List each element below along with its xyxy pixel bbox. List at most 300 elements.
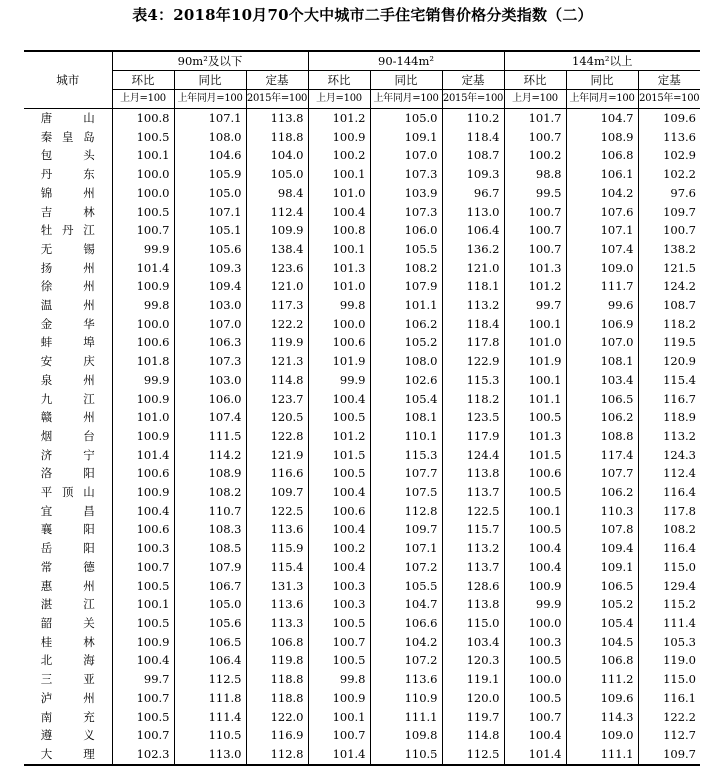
value-cell: 118.1 — [442, 277, 504, 296]
value-cell: 101.4 — [308, 745, 370, 765]
value-cell: 100.7 — [504, 240, 566, 259]
table-row — [24, 427, 700, 446]
city-name: 岳阳 — [40, 541, 95, 556]
value-cell: 115.4 — [246, 558, 308, 577]
table-row — [24, 109, 700, 128]
value-cell: 115.2 — [638, 595, 700, 614]
city-name: 北海 — [40, 653, 95, 668]
value-cell: 106.9 — [566, 315, 638, 334]
header-base: 上年同月=100 — [566, 90, 638, 109]
value-cell: 118.8 — [246, 689, 308, 708]
value-cell: 100.9 — [112, 277, 174, 296]
city-name: 遵义 — [40, 728, 95, 743]
value-cell: 105.9 — [174, 165, 246, 184]
value-cell: 124.4 — [442, 446, 504, 465]
value-cell: 103.9 — [370, 184, 442, 203]
value-cell: 106.8 — [566, 651, 638, 670]
value-cell: 108.8 — [566, 427, 638, 446]
city-cell — [24, 184, 112, 203]
table-row — [24, 446, 700, 465]
value-cell: 106.5 — [174, 633, 246, 652]
value-cell: 108.5 — [174, 539, 246, 558]
city-cell — [24, 745, 112, 765]
value-cell: 107.2 — [370, 558, 442, 577]
value-cell: 109.8 — [370, 726, 442, 745]
value-cell: 102.3 — [112, 745, 174, 765]
value-cell: 99.8 — [308, 670, 370, 689]
value-cell: 105.0 — [174, 184, 246, 203]
header-metric: 环比 — [112, 71, 174, 90]
value-cell: 116.1 — [638, 689, 700, 708]
header-city: 城市 — [24, 51, 112, 109]
value-cell: 102.2 — [638, 165, 700, 184]
value-cell: 109.4 — [566, 539, 638, 558]
value-cell: 101.3 — [504, 427, 566, 446]
value-cell: 112.4 — [246, 203, 308, 222]
header-base: 上月=100 — [112, 90, 174, 109]
value-cell: 114.2 — [174, 446, 246, 465]
value-cell: 100.5 — [308, 651, 370, 670]
value-cell: 104.7 — [566, 109, 638, 128]
value-cell: 100.1 — [308, 240, 370, 259]
value-cell: 109.7 — [370, 520, 442, 539]
value-cell: 120.0 — [442, 689, 504, 708]
value-cell: 109.7 — [638, 745, 700, 765]
city-name: 三亚 — [40, 672, 95, 687]
value-cell: 100.4 — [504, 726, 566, 745]
city-cell — [24, 315, 112, 334]
value-cell: 100.7 — [308, 726, 370, 745]
value-cell: 111.2 — [566, 670, 638, 689]
city-name: 牡丹江 — [40, 223, 95, 238]
city-name: 金华 — [40, 316, 95, 331]
value-cell: 100.1 — [308, 708, 370, 727]
value-cell: 107.4 — [174, 408, 246, 427]
value-cell: 124.3 — [638, 446, 700, 465]
value-cell: 110.2 — [442, 109, 504, 128]
value-cell: 107.9 — [370, 277, 442, 296]
value-cell: 100.5 — [112, 577, 174, 596]
table-row — [24, 259, 700, 278]
value-cell: 116.4 — [638, 483, 700, 502]
value-cell: 108.7 — [442, 146, 504, 165]
value-cell: 100.4 — [308, 558, 370, 577]
value-cell: 100.7 — [638, 221, 700, 240]
value-cell: 100.4 — [504, 558, 566, 577]
value-cell: 100.3 — [308, 577, 370, 596]
value-cell: 119.1 — [442, 670, 504, 689]
value-cell: 99.7 — [112, 670, 174, 689]
table-row — [24, 558, 700, 577]
table-row — [24, 408, 700, 427]
value-cell: 107.0 — [566, 333, 638, 352]
value-cell: 99.9 — [504, 595, 566, 614]
header-base: 2015年=100 — [442, 90, 504, 109]
value-cell: 106.4 — [442, 221, 504, 240]
value-cell: 107.3 — [174, 352, 246, 371]
city-cell — [24, 502, 112, 521]
value-cell: 109.0 — [566, 259, 638, 278]
value-cell: 100.5 — [112, 203, 174, 222]
value-cell: 113.7 — [442, 483, 504, 502]
value-cell: 136.2 — [442, 240, 504, 259]
value-cell: 113.6 — [370, 670, 442, 689]
value-cell: 106.6 — [370, 614, 442, 633]
value-cell: 121.3 — [246, 352, 308, 371]
value-cell: 107.3 — [370, 203, 442, 222]
city-cell — [24, 128, 112, 147]
value-cell: 108.1 — [370, 408, 442, 427]
city-cell — [24, 390, 112, 409]
value-cell: 108.2 — [370, 259, 442, 278]
value-cell: 101.9 — [308, 352, 370, 371]
value-cell: 98.4 — [246, 184, 308, 203]
value-cell: 112.8 — [246, 745, 308, 765]
city-cell — [24, 464, 112, 483]
table-row — [24, 315, 700, 334]
value-cell: 122.2 — [638, 708, 700, 727]
value-cell: 100.0 — [308, 315, 370, 334]
value-cell: 113.8 — [442, 464, 504, 483]
table-title: 表4：2018年10月70个大中城市二手住宅销售价格分类指数（二） — [132, 6, 593, 24]
value-cell: 101.2 — [504, 277, 566, 296]
value-cell: 122.9 — [442, 352, 504, 371]
table-row — [24, 390, 700, 409]
value-cell: 100.6 — [308, 333, 370, 352]
value-cell: 100.9 — [112, 427, 174, 446]
city-name: 徐州 — [40, 279, 95, 294]
value-cell: 111.7 — [566, 277, 638, 296]
value-cell: 121.9 — [246, 446, 308, 465]
table-row — [24, 745, 700, 765]
table-row — [24, 483, 700, 502]
value-cell: 96.7 — [442, 184, 504, 203]
value-cell: 109.7 — [638, 203, 700, 222]
header-base: 2015年=100 — [246, 90, 308, 109]
header-base: 2015年=100 — [638, 90, 700, 109]
value-cell: 100.3 — [504, 633, 566, 652]
value-cell: 119.8 — [246, 651, 308, 670]
header-base: 上年同月=100 — [370, 90, 442, 109]
value-cell: 107.2 — [370, 651, 442, 670]
value-cell: 138.4 — [246, 240, 308, 259]
value-cell: 103.0 — [174, 296, 246, 315]
value-cell: 101.0 — [308, 184, 370, 203]
table-row — [24, 165, 700, 184]
value-cell: 100.6 — [504, 464, 566, 483]
value-cell: 110.5 — [370, 745, 442, 765]
city-cell — [24, 259, 112, 278]
table-row — [24, 146, 700, 165]
table-row — [24, 277, 700, 296]
city-name: 惠州 — [40, 578, 95, 593]
table-row — [24, 708, 700, 727]
value-cell: 119.7 — [442, 708, 504, 727]
value-cell: 107.4 — [566, 240, 638, 259]
value-cell: 116.9 — [246, 726, 308, 745]
header-metric: 环比 — [504, 71, 566, 90]
city-name: 平顶山 — [40, 485, 95, 500]
value-cell: 128.6 — [442, 577, 504, 596]
value-cell: 104.5 — [566, 633, 638, 652]
value-cell: 100.5 — [504, 651, 566, 670]
value-cell: 99.7 — [504, 296, 566, 315]
value-cell: 108.9 — [566, 128, 638, 147]
value-cell: 105.4 — [370, 390, 442, 409]
value-cell: 110.5 — [174, 726, 246, 745]
value-cell: 102.6 — [370, 371, 442, 390]
value-cell: 100.3 — [308, 595, 370, 614]
header-base: 上月=100 — [308, 90, 370, 109]
value-cell: 123.5 — [442, 408, 504, 427]
header-metric: 定基 — [638, 71, 700, 90]
city-name: 扬州 — [40, 260, 95, 275]
value-cell: 118.2 — [638, 315, 700, 334]
value-cell: 105.5 — [370, 240, 442, 259]
city-name: 泸州 — [40, 690, 95, 705]
header-base: 上年同月=100 — [174, 90, 246, 109]
value-cell: 101.0 — [308, 277, 370, 296]
city-name: 大理 — [40, 746, 95, 761]
value-cell: 115.0 — [638, 670, 700, 689]
value-cell: 109.1 — [566, 558, 638, 577]
value-cell: 105.1 — [174, 221, 246, 240]
city-name: 常德 — [40, 559, 95, 574]
city-cell — [24, 651, 112, 670]
city-name: 襄阳 — [40, 522, 95, 537]
city-cell — [24, 633, 112, 652]
value-cell: 100.6 — [308, 502, 370, 521]
value-cell: 101.5 — [504, 446, 566, 465]
table-row — [24, 670, 700, 689]
value-cell: 100.2 — [308, 539, 370, 558]
value-cell: 117.4 — [566, 446, 638, 465]
value-cell: 100.0 — [504, 670, 566, 689]
city-name: 蚌埠 — [40, 335, 95, 350]
value-cell: 105.6 — [174, 240, 246, 259]
value-cell: 115.0 — [638, 558, 700, 577]
value-cell: 118.4 — [442, 315, 504, 334]
value-cell: 113.6 — [638, 128, 700, 147]
value-cell: 105.5 — [370, 577, 442, 596]
value-cell: 100.4 — [308, 520, 370, 539]
value-cell: 100.4 — [504, 539, 566, 558]
city-name: 温州 — [40, 298, 95, 313]
value-cell: 108.0 — [174, 128, 246, 147]
table-row — [24, 221, 700, 240]
table-row — [24, 184, 700, 203]
value-cell: 118.2 — [442, 390, 504, 409]
value-cell: 107.9 — [174, 558, 246, 577]
city-cell — [24, 146, 112, 165]
city-name: 无锡 — [40, 241, 95, 256]
value-cell: 100.7 — [504, 221, 566, 240]
table-row — [24, 128, 700, 147]
value-cell: 117.3 — [246, 296, 308, 315]
table-body — [24, 109, 700, 765]
city-name: 湛江 — [40, 597, 95, 612]
value-cell: 122.8 — [246, 427, 308, 446]
value-cell: 100.9 — [308, 128, 370, 147]
table-row — [24, 371, 700, 390]
value-cell: 118.8 — [246, 670, 308, 689]
city-cell — [24, 446, 112, 465]
value-cell: 115.3 — [442, 371, 504, 390]
value-cell: 100.4 — [112, 502, 174, 521]
value-cell: 100.9 — [112, 390, 174, 409]
value-cell: 121.0 — [246, 277, 308, 296]
city-cell — [24, 708, 112, 727]
value-cell: 100.7 — [504, 708, 566, 727]
value-cell: 101.7 — [504, 109, 566, 128]
value-cell: 123.6 — [246, 259, 308, 278]
value-cell: 107.6 — [566, 203, 638, 222]
city-cell — [24, 296, 112, 315]
value-cell: 100.8 — [308, 221, 370, 240]
value-cell: 113.2 — [442, 296, 504, 315]
value-cell: 113.2 — [638, 427, 700, 446]
value-cell: 112.8 — [370, 502, 442, 521]
city-name: 安庆 — [40, 354, 95, 369]
value-cell: 106.2 — [566, 408, 638, 427]
value-cell: 99.9 — [112, 240, 174, 259]
value-cell: 107.5 — [370, 483, 442, 502]
header-metric: 环比 — [308, 71, 370, 90]
city-name: 赣州 — [40, 410, 95, 425]
city-cell — [24, 595, 112, 614]
header-metric: 同比 — [566, 71, 638, 90]
value-cell: 105.3 — [638, 633, 700, 652]
city-cell — [24, 352, 112, 371]
value-cell: 100.5 — [112, 128, 174, 147]
value-cell: 100.5 — [504, 689, 566, 708]
city-cell — [24, 614, 112, 633]
table-row — [24, 595, 700, 614]
value-cell: 100.7 — [504, 128, 566, 147]
value-cell: 105.0 — [246, 165, 308, 184]
value-cell: 100.2 — [308, 146, 370, 165]
value-cell: 101.3 — [504, 259, 566, 278]
value-cell: 116.7 — [638, 390, 700, 409]
value-cell: 121.5 — [638, 259, 700, 278]
value-cell: 100.6 — [112, 464, 174, 483]
value-cell: 104.0 — [246, 146, 308, 165]
value-cell: 109.3 — [442, 165, 504, 184]
value-cell: 107.1 — [174, 109, 246, 128]
value-cell: 119.0 — [638, 651, 700, 670]
city-name: 丹东 — [40, 167, 95, 182]
value-cell: 107.0 — [174, 315, 246, 334]
city-name: 洛阳 — [40, 466, 95, 481]
header-row-metrics — [24, 71, 700, 90]
value-cell: 122.5 — [246, 502, 308, 521]
city-cell — [24, 689, 112, 708]
header-metric: 定基 — [246, 71, 308, 90]
value-cell: 111.1 — [370, 708, 442, 727]
city-name: 吉林 — [40, 204, 95, 219]
value-cell: 101.2 — [308, 427, 370, 446]
value-cell: 113.6 — [246, 520, 308, 539]
value-cell: 113.2 — [442, 539, 504, 558]
table-row — [24, 651, 700, 670]
city-cell — [24, 221, 112, 240]
value-cell: 112.4 — [638, 464, 700, 483]
header-group: 90m²及以下 — [112, 51, 308, 71]
value-cell: 106.0 — [370, 221, 442, 240]
value-cell: 100.5 — [308, 408, 370, 427]
value-cell: 104.7 — [370, 595, 442, 614]
value-cell: 101.0 — [504, 333, 566, 352]
value-cell: 115.4 — [638, 371, 700, 390]
value-cell: 99.8 — [308, 296, 370, 315]
city-cell — [24, 408, 112, 427]
table-row — [24, 352, 700, 371]
value-cell: 100.1 — [308, 165, 370, 184]
city-cell — [24, 109, 112, 128]
value-cell: 107.3 — [370, 165, 442, 184]
value-cell: 101.9 — [504, 352, 566, 371]
value-cell: 105.2 — [566, 595, 638, 614]
value-cell: 106.5 — [566, 577, 638, 596]
table-row — [24, 464, 700, 483]
value-cell: 108.2 — [638, 520, 700, 539]
value-cell: 105.2 — [370, 333, 442, 352]
value-cell: 113.7 — [442, 558, 504, 577]
value-cell: 100.1 — [112, 146, 174, 165]
value-cell: 100.1 — [504, 502, 566, 521]
value-cell: 100.0 — [112, 165, 174, 184]
value-cell: 109.7 — [246, 483, 308, 502]
value-cell: 107.8 — [566, 520, 638, 539]
value-cell: 101.4 — [504, 745, 566, 765]
value-cell: 112.5 — [442, 745, 504, 765]
value-cell: 100.6 — [112, 520, 174, 539]
value-cell: 100.5 — [112, 614, 174, 633]
city-cell — [24, 165, 112, 184]
value-cell: 129.4 — [638, 577, 700, 596]
price-index-table — [24, 50, 700, 766]
value-cell: 105.6 — [174, 614, 246, 633]
value-cell: 109.4 — [174, 277, 246, 296]
value-cell: 114.8 — [442, 726, 504, 745]
value-cell: 101.3 — [308, 259, 370, 278]
value-cell: 100.9 — [112, 633, 174, 652]
city-name: 唐山 — [40, 111, 95, 125]
city-cell — [24, 371, 112, 390]
city-cell — [24, 558, 112, 577]
value-cell: 123.7 — [246, 390, 308, 409]
value-cell: 100.2 — [504, 146, 566, 165]
value-cell: 100.5 — [308, 614, 370, 633]
value-cell: 100.7 — [112, 221, 174, 240]
value-cell: 108.7 — [638, 296, 700, 315]
value-cell: 106.2 — [370, 315, 442, 334]
value-cell: 103.0 — [174, 371, 246, 390]
city-cell — [24, 520, 112, 539]
value-cell: 106.2 — [566, 483, 638, 502]
city-name: 烟台 — [40, 428, 95, 443]
value-cell: 101.5 — [308, 446, 370, 465]
value-cell: 100.7 — [112, 726, 174, 745]
value-cell: 108.9 — [174, 464, 246, 483]
city-cell — [24, 203, 112, 222]
value-cell: 112.7 — [638, 726, 700, 745]
table-row — [24, 614, 700, 633]
value-cell: 101.1 — [504, 390, 566, 409]
value-cell: 109.3 — [174, 259, 246, 278]
value-cell: 117.8 — [442, 333, 504, 352]
value-cell: 109.6 — [638, 109, 700, 128]
